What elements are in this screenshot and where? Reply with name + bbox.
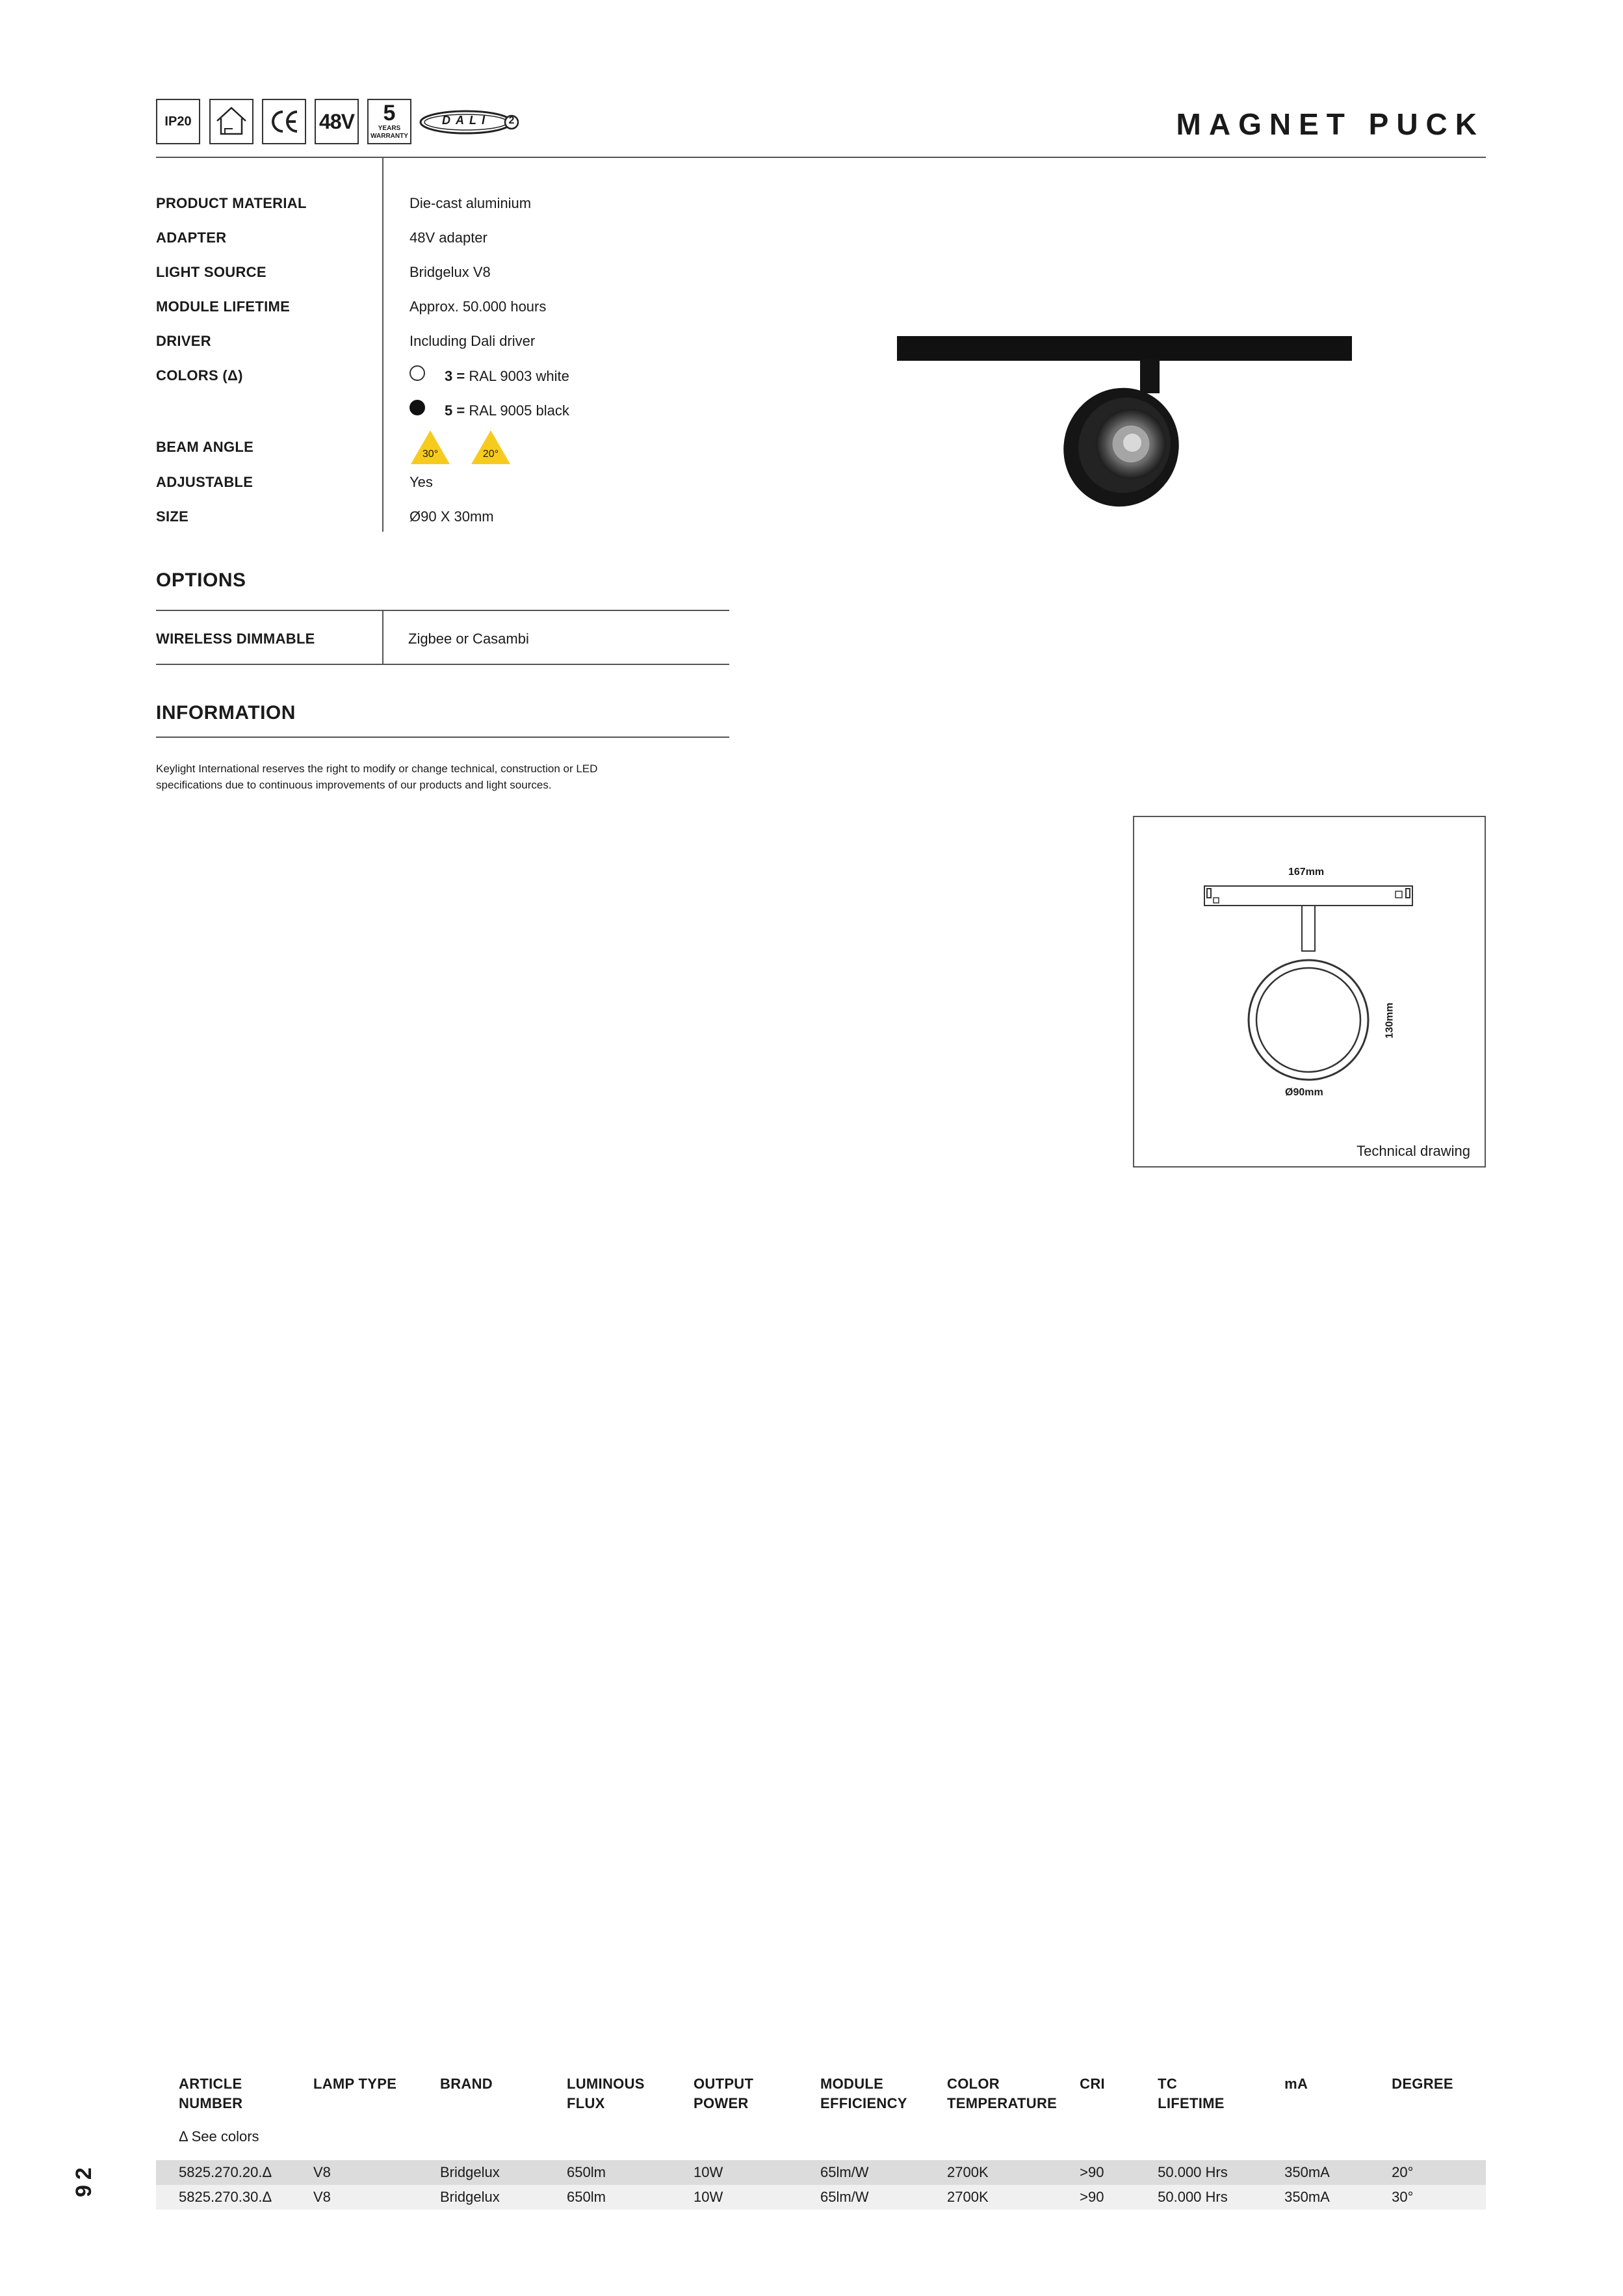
brand: Bridgelux [417,2160,544,2185]
wireless-dimmable-label: WIRELESS DIMMABLE [156,631,315,647]
indoor-use-icon [209,99,253,144]
dali-version: 2 [508,115,515,126]
adjustable-value: Yes [409,474,433,490]
color-swatch-black [409,400,425,415]
lamp-type: V8 [291,2185,417,2210]
information-line: specifications due to continuous improvements of our products and light sources. [156,779,552,791]
warranty-line2: WARRANTY [370,133,408,140]
column-header: OUTPUT POWER [694,2076,754,2111]
dimension-height: 130mm [1384,1002,1396,1039]
table-row [156,2160,1486,2185]
current-ma: 350mA [1262,2160,1369,2185]
dali-label: DALI [442,114,490,127]
options-top-rule [156,610,729,611]
ce-mark-icon [262,99,306,144]
information-text [156,761,597,793]
beam-angle-label: BEAM ANGLE [156,439,254,455]
column-header: LUMINOUS FLUX [567,2076,645,2111]
information-line: Keylight International reserves the right to modify or change technical, construction or LED [156,763,598,775]
voltage-label: 48V [319,110,354,133]
dimension-width: 167mm [1288,867,1325,878]
wireless-dimmable-value: Zigbee or Casambi [408,631,529,647]
warranty-years: 5 [383,101,396,125]
specs-divider [382,158,383,532]
spec-label: LIGHT SOURCE [156,264,266,280]
beam-angle-30-icon [409,429,451,465]
module-efficiency: 65lm/W [798,2185,924,2210]
spec-label: DRIVER [156,333,211,349]
color-temperature: 2700K [924,2185,1057,2210]
warranty-badge [367,99,411,144]
color-option-black [445,402,569,419]
options-bottom-rule [156,664,729,665]
spec-value: Die-cast aluminium [409,195,532,211]
cri: >90 [1057,2185,1135,2210]
colors-note: Δ See colors [179,2128,259,2145]
column-header: ARTICLE NUMBER [179,2076,243,2111]
spec-value: Including Dali driver [409,333,536,349]
degree: 20° [1369,2160,1486,2185]
page-title: MAGNET PUCK [1176,107,1485,141]
spec-label: ADAPTER [156,229,227,246]
dali-logo [419,109,519,135]
color-name: RAL 9003 white [469,368,569,384]
lamp-type: V8 [291,2160,417,2185]
beam-angle-value: 20° [482,449,499,460]
page-number: 92 [71,2162,96,2197]
colors-label: COLORS (Δ) [156,367,243,384]
spec-value: Approx. 50.000 hours [409,298,547,315]
voltage-badge [315,99,359,144]
tc-lifetime: 50.000 Hrs [1135,2160,1262,2185]
color-temperature: 2700K [924,2160,1057,2185]
luminous-flux: 650lm [544,2185,671,2210]
current-ma: 350mA [1262,2185,1369,2210]
warranty-line1: YEARS [378,125,401,132]
article-number: 5825.270.30.Δ [156,2185,291,2210]
color-code: 3 = [445,368,465,384]
output-power: 10W [671,2160,798,2185]
article-number: 5825.270.20.Δ [156,2160,291,2185]
table-header-row [156,2070,1486,2113]
beam-angle-20-icon [470,429,512,465]
ip20-badge [156,99,200,144]
header-divider [156,157,1486,158]
column-header: DEGREE [1392,2076,1453,2092]
size-value: Ø90 X 30mm [409,508,494,525]
column-header: LAMP TYPE [313,2076,397,2092]
technical-drawing-caption: Technical drawing [1357,1143,1470,1159]
column-header: BRAND [440,2076,493,2092]
cri: >90 [1057,2160,1135,2185]
color-name: RAL 9005 black [469,402,569,419]
color-code: 5 = [445,402,465,419]
dimension-diameter: Ø90mm [1285,1087,1323,1098]
luminous-flux: 650lm [544,2160,671,2185]
beam-angle-value: 30° [422,449,439,460]
column-header: TC LIFETIME [1158,2076,1225,2111]
column-header: CRI [1080,2076,1105,2092]
column-header: mA [1284,2076,1308,2092]
spec-value: Bridgelux V8 [409,264,491,280]
degree: 30° [1369,2185,1486,2210]
column-header: COLOR TEMPERATURE [947,2076,1058,2111]
information-title: INFORMATION [156,702,296,724]
table-note-row [156,2113,1486,2160]
tc-lifetime: 50.000 Hrs [1135,2185,1262,2210]
technical-drawing-frame [1133,816,1486,1168]
size-label: SIZE [156,508,189,525]
brand: Bridgelux [417,2185,544,2210]
column-header: MODULE EFFICIENCY [820,2076,907,2111]
options-divider [382,611,383,664]
article-table [156,2070,1486,2210]
table-row [156,2185,1486,2210]
adjustable-label: ADJUSTABLE [156,474,253,490]
module-efficiency: 65lm/W [798,2160,924,2185]
spec-label: MODULE LIFETIME [156,298,291,315]
information-rule [156,737,729,738]
ip20-label: IP20 [164,114,192,129]
color-swatch-white [409,365,425,381]
spec-label: PRODUCT MATERIAL [156,195,307,211]
output-power: 10W [671,2185,798,2210]
spec-value: 48V adapter [409,229,487,246]
options-title: OPTIONS [156,569,246,591]
product-image [897,335,1352,510]
color-option-white [445,368,569,385]
